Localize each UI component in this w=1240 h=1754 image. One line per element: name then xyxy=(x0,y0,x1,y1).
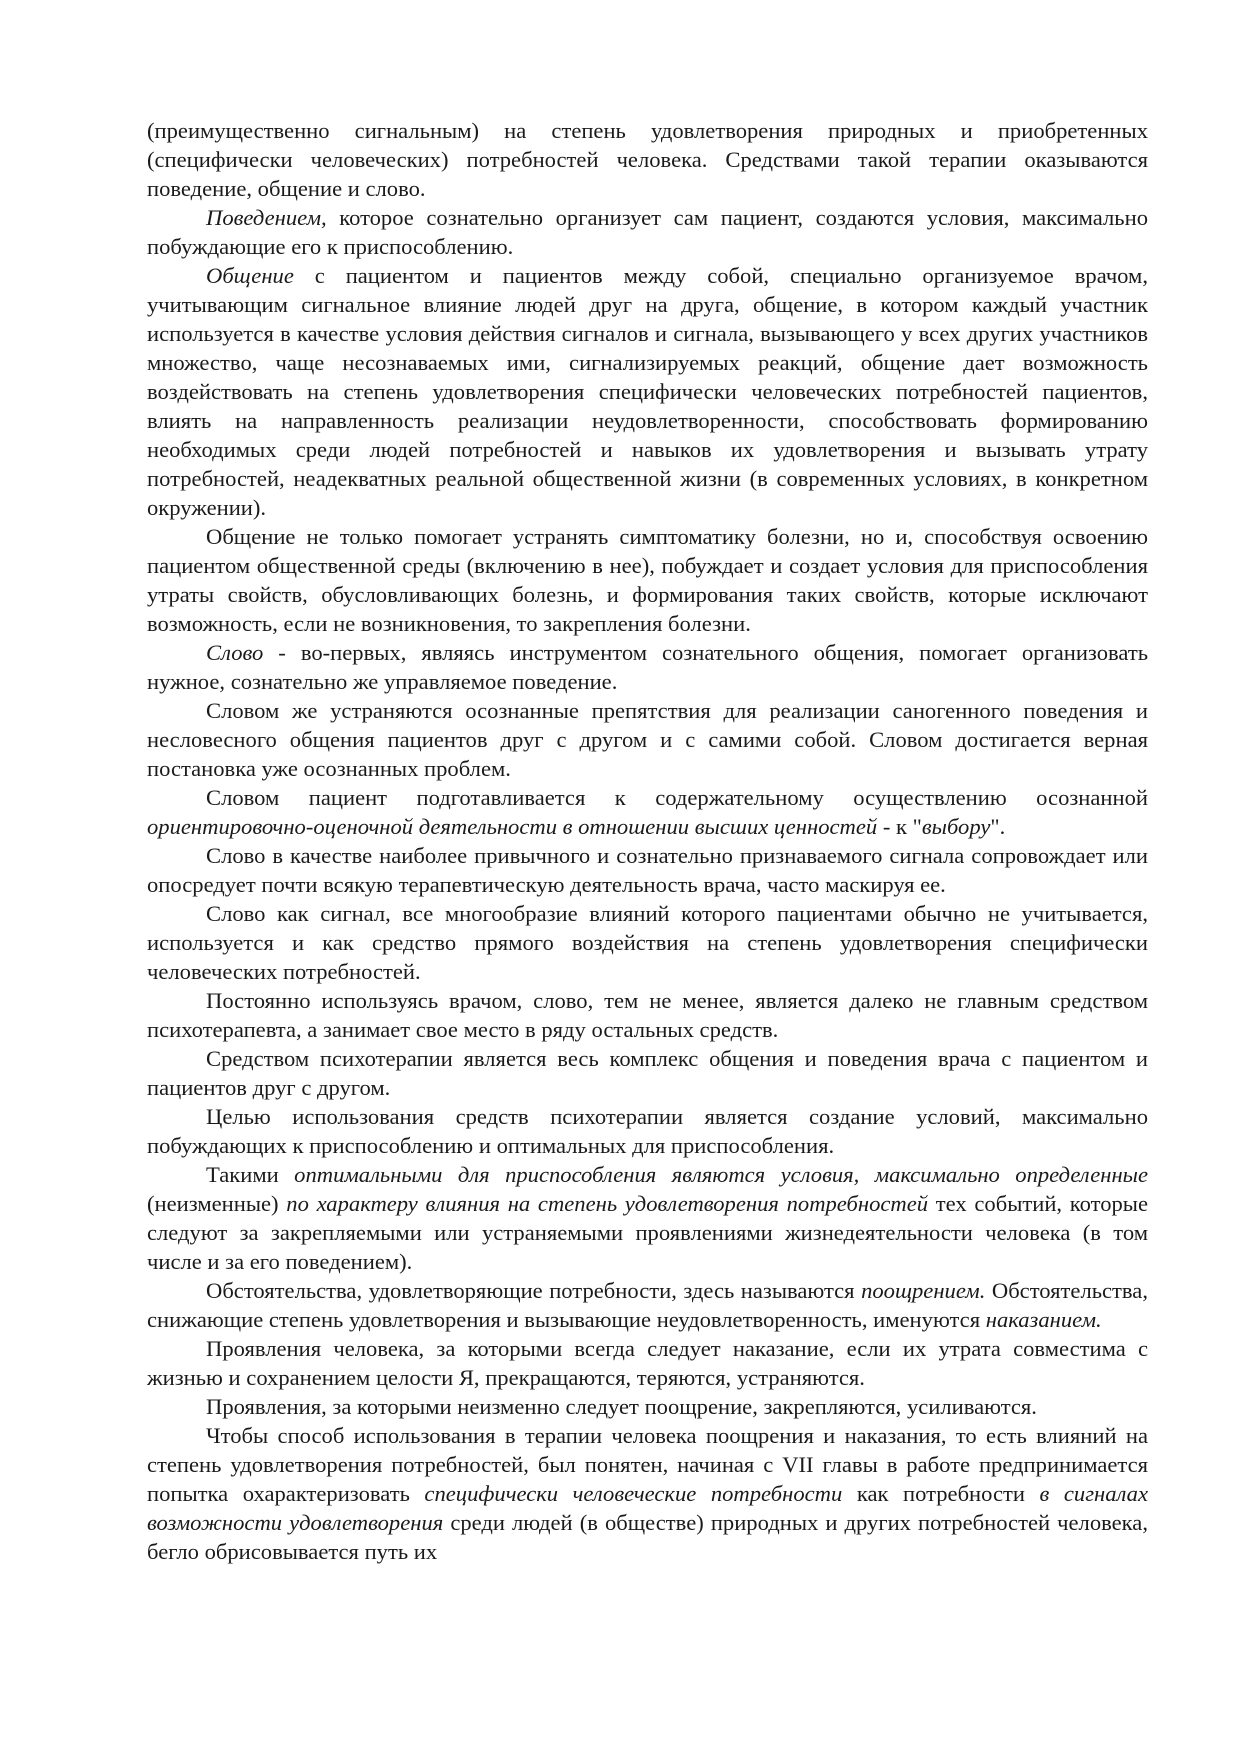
paragraph xyxy=(147,1276,1148,1334)
paragraph xyxy=(147,841,1148,899)
paragraph xyxy=(147,899,1148,986)
text-run: с пациентом и пациентов между собой, специально организуемое врачом, учитывающим сигнальное влияние людей друг на друга, общение, в котором каждый участник используется в качестве условия действия сигналов и сигнала, вызывающего у всех других участников множество, чаще несознаваемых ими, сигнализируемых реакций, общение дает возможность воздействовать на степень удовлетворения специфически человеческих потребностей пациентов, влиять на направленность реализации неудовлетворенности, способствовать формированию необходимых среди людей потребностей и навыков их удовлетворения и вызывать утрату потребностей, неадекватных реальной общественной жизни (в современных условиях, в конкретном окружении). xyxy=(147,263,1148,520)
text-run: как потребности xyxy=(842,1481,1040,1506)
text-run: Обстоятельства, удовлетворяющие потребности, здесь называются xyxy=(206,1278,862,1303)
italic-text: по характеру влияния на степень удовлетворения потребностей xyxy=(286,1191,929,1216)
paragraph xyxy=(147,1421,1148,1566)
italic-text: Слово xyxy=(206,640,264,665)
paragraph xyxy=(147,1102,1148,1160)
text-run: Постоянно используясь врачом, слово, тем не менее, является далеко не главным средством психотерапевта, а занимает свое место в ряду остальных средств. xyxy=(147,988,1148,1042)
italic-text: ориентировочно-оценочной деятельности в отношении высших ценностей xyxy=(147,814,878,839)
paragraph xyxy=(147,638,1148,696)
paragraph xyxy=(147,261,1148,522)
text-run: (преимущественно сигнальным) на степень удовлетворения природных и приобретенных (специфически человеческих) потребностей человека. Средствами такой терапии оказываются поведение, общение и слово. xyxy=(147,118,1148,201)
text-run: - к " xyxy=(877,814,922,839)
paragraph xyxy=(147,783,1148,841)
text-run: среди людей (в обществе) природных и других потребностей человека, бегло обрисовывается путь их xyxy=(147,1510,1148,1564)
text-run: Чтобы способ использования в терапии человека поощрения и наказания, то есть влияний на степень удовлетворения потребностей, был понятен, начиная с VII главы в работе предпринимается попытка охарактеризовать xyxy=(147,1423,1148,1506)
text-run: (неизменные) xyxy=(147,1191,287,1216)
text-run: Словом же устраняются осознанные препятствия для реализации саногенного поведения и несловесного общения пациентов друг с другом и с самими собой. Словом достигается верная постановка уже осознанных проблем. xyxy=(147,698,1148,781)
italic-text: Общение xyxy=(206,263,294,288)
italic-text: поощрением. xyxy=(861,1278,986,1303)
paragraph xyxy=(147,1044,1148,1102)
text-run: Средством психотерапии является весь комплекс общения и поведения врача с пациентом и пациентов друг с другом. xyxy=(147,1046,1148,1100)
text-run: Общение не только помогает устранять симптоматику болезни, но и, способствуя освоению пациентом общественной среды (включению в нее), побуждает и создает условия для приспособления утраты свойств, обусловливающих болезнь, и формирования таких свойств, которые исключают возможность, если не возникновения, то закрепления болезни. xyxy=(147,524,1148,636)
italic-text: выбору xyxy=(921,814,991,839)
text-run: - во-первых, являясь инструментом сознательного общения, помогает организовать нужное, сознательно же управляемое поведение. xyxy=(147,640,1148,694)
paragraph xyxy=(147,1392,1148,1421)
text-run: Обстоятельства, снижающие степень удовлетворения и вызывающие неудовлетворенность, именуются xyxy=(147,1278,1148,1332)
text-run: Словом пациент подготавливается к содержательному осуществлению осознанной xyxy=(206,785,1148,810)
paragraph xyxy=(147,696,1148,783)
text-run: Проявления человека, за которыми всегда следует наказание, если их утрата совместима с жизнью и сохранением целости Я, прекращаются, теряются, устраняются. xyxy=(147,1336,1148,1390)
italic-text: в сигналах возможности удовлетворения xyxy=(147,1481,1148,1535)
document-page xyxy=(147,116,1148,1566)
text-run: Слово как сигнал, все многообразие влияний которого пациентами обычно не учитывается, используется и как средство прямого воздействия на степень удовлетворения специфически человеческих потребностей. xyxy=(147,901,1148,984)
paragraph xyxy=(147,1160,1148,1276)
text-run: ". xyxy=(990,814,1006,839)
paragraph xyxy=(147,1334,1148,1392)
paragraph xyxy=(147,522,1148,638)
paragraph xyxy=(147,986,1148,1044)
text-run: Целью использования средств психотерапии является создание условий, максимально побуждающих к приспособлению и оптимальных для приспособления. xyxy=(147,1104,1148,1158)
text-run: Слово в качестве наиболее привычного и сознательно признаваемого сигнала сопровождает или опосредует почти всякую терапевтическую деятельность врача, часто маскируя ее. xyxy=(147,843,1148,897)
paragraph xyxy=(147,203,1148,261)
text-run: которое сознательно организует сам пациент, создаются условия, максимально побуждающие его к приспособлению. xyxy=(147,205,1148,259)
text-run: Такими xyxy=(206,1162,295,1187)
italic-text: оптимальными для приспособления являются условия, максимально определенные xyxy=(294,1162,1148,1187)
italic-text: специфически человеческие потребности xyxy=(424,1481,843,1506)
italic-text: Поведением, xyxy=(206,205,327,230)
italic-text: наказанием. xyxy=(985,1307,1102,1332)
text-run: Проявления, за которыми неизменно следует поощрение, закрепляются, усиливаются. xyxy=(206,1394,1037,1419)
paragraph xyxy=(147,116,1148,203)
text-run: тех событий, которые следуют за закрепляемыми или устраняемыми проявлениями жизнедеятельности человека (в том числе и за его поведением). xyxy=(147,1191,1148,1274)
